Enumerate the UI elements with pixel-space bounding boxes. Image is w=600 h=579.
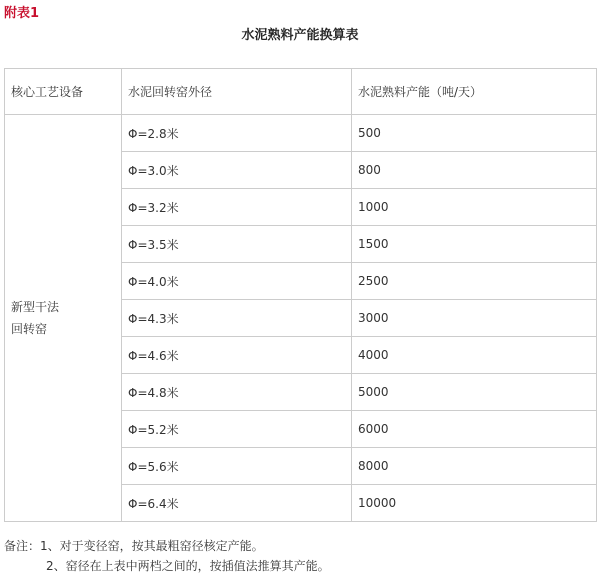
diameter-cell: Φ=4.8米: [122, 374, 352, 411]
diameter-cell: Φ=3.0米: [122, 152, 352, 189]
capacity-cell: 500: [352, 115, 597, 152]
diameter-cell: Φ=2.8米: [122, 115, 352, 152]
capacity-cell: 5000: [352, 374, 597, 411]
equipment-line-1: 新型干法: [11, 300, 60, 314]
capacity-cell: 1000: [352, 189, 597, 226]
capacity-cell: 3000: [352, 300, 597, 337]
diameter-cell: Φ=4.3米: [122, 300, 352, 337]
header-equipment: 核心工艺设备: [5, 69, 122, 115]
capacity-cell: 2500: [352, 263, 597, 300]
capacity-table: [4, 68, 597, 522]
diameter-cell: Φ=5.6米: [122, 448, 352, 485]
table-header-row: [5, 69, 597, 115]
diameter-cell: Φ=6.4米: [122, 485, 352, 522]
table-title: 水泥熟料产能换算表: [241, 28, 359, 43]
diameter-cell: Φ=4.0米: [122, 263, 352, 300]
header-capacity: 水泥熟料产能（吨/天）: [352, 69, 597, 115]
equipment-line-2: 回转窑: [11, 322, 48, 336]
capacity-cell: 8000: [352, 448, 597, 485]
diameter-cell: Φ=5.2米: [122, 411, 352, 448]
capacity-cell: 4000: [352, 337, 597, 374]
diameter-cell: Φ=3.2米: [122, 189, 352, 226]
note-line-1: 备注：1、对于变径窑，按其最粗窑径核定产能。: [4, 539, 264, 553]
note-line-2: 2、窑径在上表中两档之间的，按插值法推算其产能。: [46, 559, 330, 573]
header-diameter: 水泥回转窑外径: [122, 69, 352, 115]
capacity-cell: 800: [352, 152, 597, 189]
appendix-label: 附表1: [4, 6, 40, 21]
diameter-cell: Φ=3.5米: [122, 226, 352, 263]
table-row: [5, 115, 597, 152]
capacity-cell: 1500: [352, 226, 597, 263]
equipment-cell: [5, 115, 122, 522]
diameter-cell: Φ=4.6米: [122, 337, 352, 374]
capacity-cell: 10000: [352, 485, 597, 522]
capacity-cell: 6000: [352, 411, 597, 448]
